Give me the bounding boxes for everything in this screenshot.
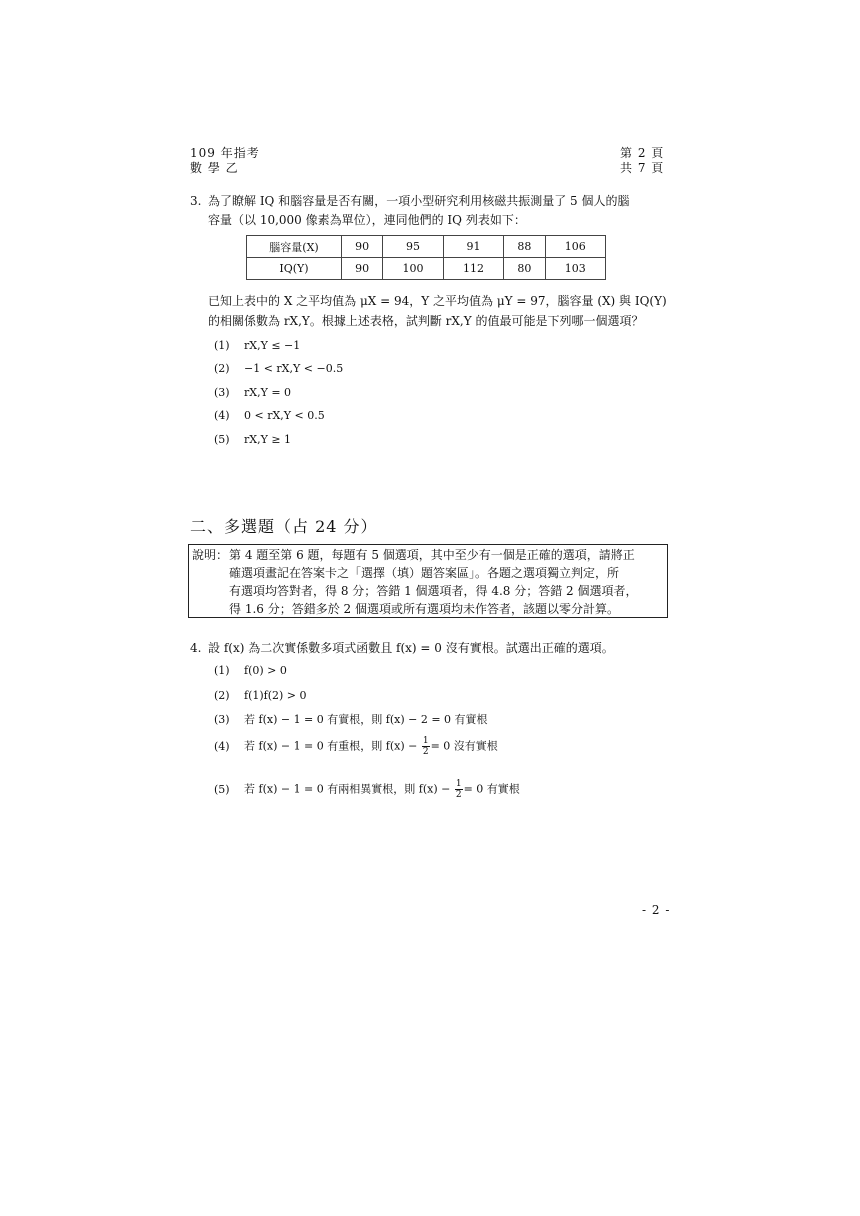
question-3-option-1[interactable] — [214, 339, 300, 353]
table-cell: 88 — [504, 236, 545, 258]
option-text: f(0) > 0 — [244, 664, 287, 677]
question-4-option-2[interactable] — [214, 689, 307, 703]
option-text: −1 < rX,Y < −0.5 — [244, 362, 344, 375]
fraction-one-half — [422, 736, 430, 757]
question-3-option-5[interactable] — [214, 433, 291, 447]
question-3-stem-line1: 為了瞭解 IQ 和腦容量是否有關，一項小型研究利用核磁共振測量了 5 個人的腦 — [208, 194, 630, 208]
option-text-after: = 0 沒有實根 — [430, 739, 498, 753]
option-number: (3) — [214, 386, 230, 399]
option-text: f(1)f(2) > 0 — [244, 689, 307, 702]
table-cell: 100 — [383, 258, 444, 280]
instructions-line: 有選項均答對者，得 8 分；答錯 1 個選項者，得 4.8 分；答錯 2 個選項者， — [229, 584, 638, 598]
brain-iq-table — [246, 235, 606, 280]
page-number: - 2 - — [642, 903, 671, 917]
page-label: 第 2 頁 — [620, 146, 665, 160]
table-cell: 106 — [545, 236, 606, 258]
option-number: (5) — [214, 782, 230, 796]
table-row — [247, 236, 606, 258]
option-number: (4) — [214, 739, 230, 753]
option-text-before: 若 f(x) − 1 = 0 有重根，則 f(x) − — [244, 739, 418, 753]
row-header-iq: IQ(Y) — [247, 258, 342, 280]
fraction-denominator: 2 — [455, 790, 462, 800]
option-text: 0 < rX,Y < 0.5 — [244, 409, 325, 422]
instructions-line: 確選項畫記在答案卡之「選擇（填）題答案區」。各題之選項獨立判定，所 — [229, 566, 620, 580]
question-3-info-line1: 已知上表中的 X 之平均值為 μX = 94，Y 之平均值為 μY = 97，腦容量 (X) 與 IQ(Y) — [208, 294, 667, 308]
table-cell: 112 — [443, 258, 504, 280]
instructions-line: 得 1.6 分；答錯多於 2 個選項或所有選項均未作答者，該題以零分計算。 — [229, 602, 619, 616]
section-title: 二、多選題（占 24 分） — [190, 517, 378, 536]
table-cell: 90 — [342, 236, 383, 258]
question-4-stem: 設 f(x) 為二次實係數多項式函數且 f(x) = 0 沒有實根。試選出正確的選項。 — [208, 641, 614, 655]
table-cell: 90 — [342, 258, 383, 280]
table-cell: 95 — [383, 236, 444, 258]
question-4-option-1[interactable] — [214, 664, 287, 678]
fraction-one-half — [455, 779, 463, 800]
question-3-option-4[interactable] — [214, 409, 325, 423]
table-cell: 103 — [545, 258, 606, 280]
option-text: 若 f(x) − 1 = 0 有實根，則 f(x) − 2 = 0 有實根 — [244, 713, 488, 726]
option-number: (2) — [214, 362, 230, 375]
option-number: (1) — [214, 664, 230, 677]
option-text-after: = 0 有實根 — [463, 782, 520, 796]
exam-subject: 數 學 乙 — [190, 161, 239, 175]
total-pages-label: 共 7 頁 — [620, 161, 665, 175]
fraction-numerator: 1 — [455, 779, 462, 789]
question-3-option-3[interactable] — [214, 386, 291, 400]
question-3-number: 3. — [190, 194, 202, 208]
question-4-option-4[interactable] — [214, 736, 498, 757]
option-number: (4) — [214, 409, 230, 422]
question-4-option-3[interactable] — [214, 713, 488, 727]
exam-year: 109 年指考 — [190, 146, 260, 160]
option-text: rX,Y ≥ 1 — [244, 433, 292, 446]
fraction-numerator: 1 — [422, 736, 429, 746]
option-number: (5) — [214, 433, 230, 446]
option-text: rX,Y ≤ −1 — [244, 339, 301, 352]
instructions-line: 第 4 題至第 6 題，每題有 5 個選項，其中至少有一個是正確的選項，請將正 — [229, 548, 635, 562]
instructions-box — [188, 544, 668, 618]
option-number: (2) — [214, 689, 230, 702]
table-row — [247, 258, 606, 280]
question-3-option-2[interactable] — [214, 362, 343, 376]
option-number: (1) — [214, 339, 230, 352]
option-text: rX,Y = 0 — [244, 386, 292, 399]
option-text-before: 若 f(x) − 1 = 0 有兩相異實根，則 f(x) − — [244, 782, 451, 796]
table-cell: 91 — [443, 236, 504, 258]
question-4-number: 4. — [190, 641, 202, 655]
question-3-stem-line2: 容量（以 10,000 像素為單位），連同他們的 IQ 列表如下： — [208, 213, 526, 227]
option-number: (3) — [214, 713, 230, 726]
table-cell: 80 — [504, 258, 545, 280]
instructions-label: 說明： — [192, 548, 229, 562]
row-header-brain-volume: 腦容量(X) — [247, 236, 342, 258]
question-3-info-line2: 的相關係數為 rX,Y。根據上述表格，試判斷 rX,Y 的值最可能是下列哪一個選項？ — [208, 314, 644, 328]
fraction-denominator: 2 — [422, 747, 429, 757]
question-4-option-5[interactable] — [214, 779, 520, 800]
